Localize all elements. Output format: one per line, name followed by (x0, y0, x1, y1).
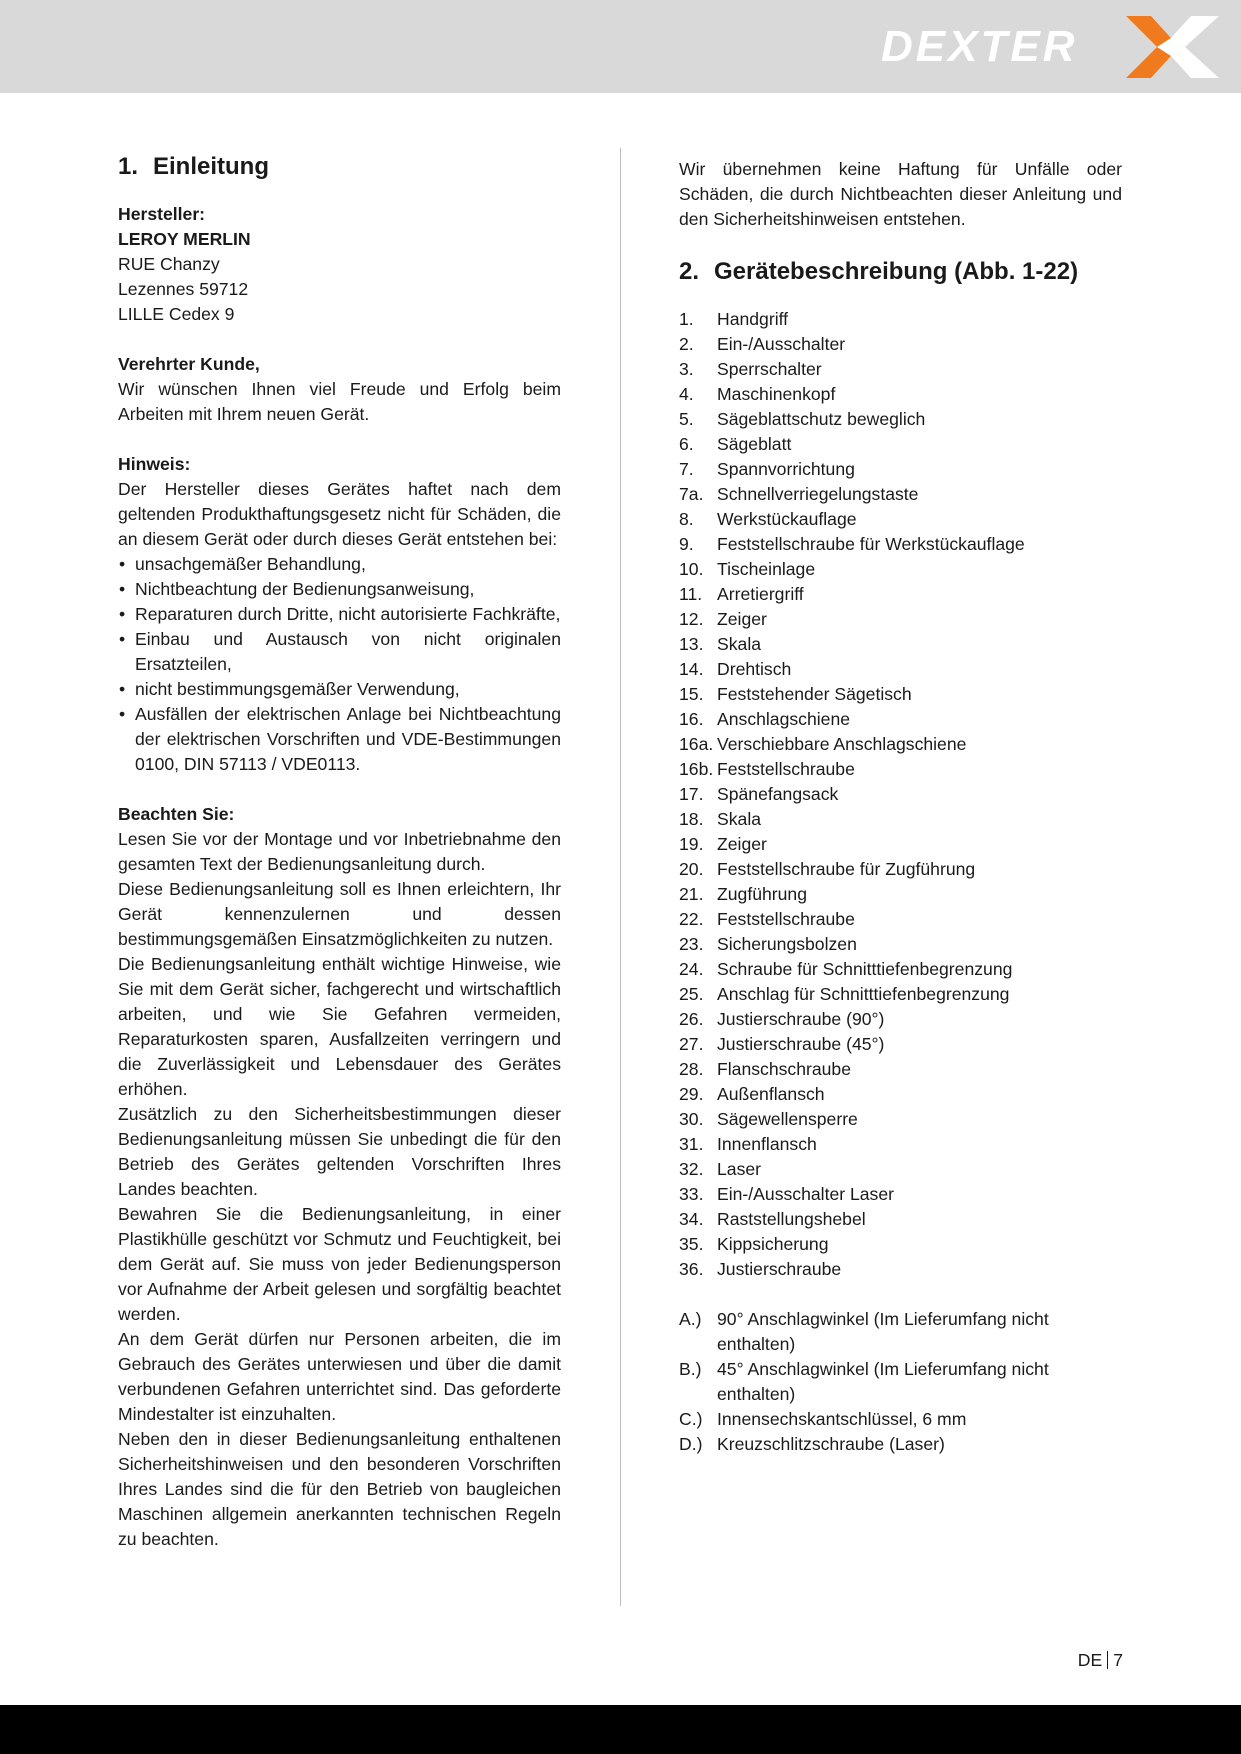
attention-paragraph: Diese Bedienungsanleitung soll es Ihnen erleichtern, Ihr Gerät kennenzulernen und dessen bestimmungsgemäßen Einsatzmöglichkeiten zu nutzen. (118, 879, 561, 949)
list-item-number: 16b. (679, 759, 714, 779)
list-item-label: Sägeblattschutz beweglich (717, 409, 926, 429)
list-item (679, 832, 1122, 857)
column-divider (620, 148, 621, 1606)
list-item (679, 607, 1122, 632)
list-item (679, 807, 1122, 832)
list-item-number: 17. (679, 784, 704, 804)
list-item (679, 482, 1122, 507)
list-item: • Reparaturen durch Dritte, nicht autorisierte Fachkräfte, (118, 602, 561, 627)
list-item-label: Innenflansch (717, 1134, 817, 1154)
list-item (679, 1357, 1122, 1407)
accessories-list (679, 1307, 1122, 1457)
list-item-number: 28. (679, 1059, 704, 1079)
list-item-label: Justierschraube (717, 1259, 842, 1279)
list-item-label: Anschlag für Schnitttiefenbegrenzung (717, 984, 1010, 1004)
list-item-label: Drehtisch (717, 659, 792, 679)
list-item-label: Außenflansch (717, 1084, 825, 1104)
list-item-number: 9. (679, 534, 694, 554)
list-item (679, 532, 1122, 557)
attention-paragraph: Neben den in dieser Bedienungsanleitung enthaltenen Sicherheitshinweisen und den besonderen Vorschriften Ihres Landes sind die für den Betrieb von baugleichen Maschinen allgemein anerkannten technischen Regeln zu beachten. (118, 1429, 561, 1549)
section-2-heading: 2. Gerätebeschreibung (Abb. 1-22) (679, 258, 1079, 285)
list-item-number: 14. (679, 659, 704, 679)
address-line: RUE Chanzy (118, 254, 220, 274)
list-item-number: 34. (679, 1209, 704, 1229)
list-item (679, 707, 1122, 732)
list-item-label: Schnellverriegelungstaste (717, 484, 919, 504)
list-item (679, 1257, 1122, 1282)
list-item-label: 45° Anschlagwinkel (Im Lieferumfang nicht enthalten) (717, 1359, 1049, 1404)
list-item (679, 1307, 1122, 1357)
list-item-number: 29. (679, 1084, 704, 1104)
address-line: Lezennes 59712 (118, 279, 249, 299)
list-item (679, 1007, 1122, 1032)
list-item-label: Sicherungsbolzen (717, 934, 857, 954)
list-item-label: Innensechskantschlüssel, 6 mm (717, 1409, 967, 1429)
list-item-number: 21. (679, 884, 704, 904)
parts-list (679, 307, 1122, 1282)
list-item (679, 432, 1122, 457)
list-item-number: 31. (679, 1134, 704, 1154)
list-item-number: 25. (679, 984, 704, 1004)
list-item-number: 6. (679, 434, 694, 454)
list-item-label: Feststellschraube (717, 909, 855, 929)
list-item-label: Anschlagschiene (717, 709, 851, 729)
list-item-label: Justierschraube (90°) (717, 1009, 885, 1029)
list-item-number: 30. (679, 1109, 704, 1129)
footer-band (0, 1705, 1241, 1754)
greeting-text: Wir wünschen Ihnen viel Freude und Erfolg beim Arbeiten mit Ihrem neuen Gerät. (118, 379, 561, 424)
list-item (679, 407, 1122, 432)
list-item (679, 682, 1122, 707)
list-item (679, 1132, 1122, 1157)
list-item (679, 1057, 1122, 1082)
note-label: Hinweis: (118, 454, 191, 474)
list-item-number: 19. (679, 834, 704, 854)
page-separator (1107, 1651, 1108, 1669)
list-item-label: Spänefangsack (717, 784, 839, 804)
list-item (679, 907, 1122, 932)
list-item (679, 882, 1122, 907)
list-item (679, 1107, 1122, 1132)
manufacturer-label: Hersteller: (118, 204, 206, 224)
list-item (679, 357, 1122, 382)
list-item: • Nichtbeachtung der Bedienungsanweisung, (118, 577, 561, 602)
list-item (679, 557, 1122, 582)
attention-paragraph: Lesen Sie vor der Montage und vor Inbetriebnahme den gesamten Text der Bedienungsanleitung durch. (118, 829, 561, 874)
list-item (679, 1432, 1122, 1457)
list-item-number: 12. (679, 609, 704, 629)
list-item-number: 26. (679, 1009, 704, 1029)
left-column (118, 150, 561, 1552)
list-item (679, 1157, 1122, 1182)
list-item (679, 457, 1122, 482)
list-item: • nicht bestimmungsgemäßer Verwendung, (118, 677, 561, 702)
list-item (679, 782, 1122, 807)
list-item-number: 4. (679, 384, 694, 404)
list-item-number: 23. (679, 934, 704, 954)
list-item-number: 16a. (679, 734, 714, 754)
list-item-number: B.) (679, 1359, 702, 1379)
list-item (679, 382, 1122, 407)
list-item (679, 582, 1122, 607)
page-number (1078, 1650, 1123, 1671)
list-item-number: 2. (679, 334, 694, 354)
list-item (679, 332, 1122, 357)
list-item-number: A.) (679, 1309, 702, 1329)
section-1-heading: 1. Einleitung (118, 153, 269, 180)
list-item-label: Feststellschraube für Werkstückauflage (717, 534, 1025, 554)
list-item-number: 10. (679, 559, 704, 579)
note-text: Der Hersteller dieses Gerätes haftet nach dem geltenden Produkthaftungsgesetz nicht für Schäden, die an diesem Gerät oder durch dieses Gerät entstehen bei: (118, 479, 561, 549)
list-item (679, 1032, 1122, 1057)
list-item (679, 1232, 1122, 1257)
list-item-label: Handgriff (717, 309, 789, 329)
list-item-number: D.) (679, 1434, 703, 1454)
list-item-number: 8. (679, 509, 694, 529)
list-item: • unsachgemäßer Behandlung, (118, 552, 561, 577)
list-item-label: Ein-/Ausschalter (717, 334, 846, 354)
list-item-label: Feststellschraube für Zugführung (717, 859, 976, 879)
list-item (679, 632, 1122, 657)
list-item-label: Schraube für Schnitttiefenbegrenzung (717, 959, 1013, 979)
list-item-number: 20. (679, 859, 704, 879)
list-item-number: 24. (679, 959, 704, 979)
list-item (679, 307, 1122, 332)
list-item-label: Kippsicherung (717, 1234, 829, 1254)
list-item (679, 932, 1122, 957)
list-item-label: Tischeinlage (717, 559, 816, 579)
list-item (679, 732, 1122, 757)
address-line: LILLE Cedex 9 (118, 304, 235, 324)
brand-logo (881, 16, 1221, 78)
attention-paragraph: An dem Gerät dürfen nur Personen arbeiten, die im Gebrauch des Gerätes unterwiesen und über die damit verbundenen Gefahren unterrichtet sind. Das geforderte Mindestalter ist einzuhalten. (118, 1329, 561, 1424)
list-item-label: Zeiger (717, 609, 767, 629)
attention-paragraph: Zusätzlich zu den Sicherheitsbestimmungen dieser Bedienungsanleitung müssen Sie unbedingt die für den Betrieb des Gerätes geltenden Vorschriften Ihres Landes beachten. (118, 1104, 561, 1199)
list-item-number: 16. (679, 709, 704, 729)
list-item (679, 957, 1122, 982)
list-item-label: Feststehender Sägetisch (717, 684, 912, 704)
list-item-label: Kreuzschlitzschraube (Laser) (717, 1434, 945, 1454)
list-item-label: Skala (717, 809, 762, 829)
brand-logo-text: DEXTER (881, 22, 1078, 71)
list-item-number: 7a. (679, 484, 704, 504)
list-item-label: Justierschraube (45°) (717, 1034, 885, 1054)
brand-x-icon (1121, 16, 1221, 78)
list-item-number: 32. (679, 1159, 704, 1179)
list-item-label: 90° Anschlagwinkel (Im Lieferumfang nicht enthalten) (717, 1309, 1049, 1354)
list-item-number: 35. (679, 1234, 704, 1254)
page-number-value: 7 (1113, 1650, 1123, 1670)
list-item-label: Werkstückauflage (717, 509, 857, 529)
list-item-number: 36. (679, 1259, 704, 1279)
list-item (679, 757, 1122, 782)
list-item (679, 507, 1122, 532)
list-item-number: 1. (679, 309, 694, 329)
list-item-number: 7. (679, 459, 694, 479)
note-bullet-list (118, 552, 561, 777)
list-item-label: Verschiebbare Anschlagschiene (717, 734, 967, 754)
list-item (679, 1182, 1122, 1207)
list-item-label: Zugführung (717, 884, 807, 904)
list-item-number: 18. (679, 809, 704, 829)
list-item-number: 13. (679, 634, 704, 654)
list-item-label: Maschinenkopf (717, 384, 836, 404)
list-item-number: 22. (679, 909, 704, 929)
list-item-label: Arretiergriff (717, 584, 804, 604)
language-code: DE (1077, 1650, 1103, 1670)
list-item-label: Sperrschalter (717, 359, 822, 379)
list-item-label: Sägewellensperre (717, 1109, 858, 1129)
list-item-label: Flanschschraube (717, 1059, 851, 1079)
list-item-number: 33. (679, 1184, 704, 1204)
list-item-number: C.) (679, 1409, 703, 1429)
list-item-number: 15. (679, 684, 704, 704)
list-item-label: Ein-/Ausschalter Laser (717, 1184, 894, 1204)
list-item (679, 1082, 1122, 1107)
list-item-label: Zeiger (717, 834, 767, 854)
list-item: • Einbau und Austausch von nicht originalen Ersatzteilen, (118, 627, 561, 677)
attention-paragraph: Bewahren Sie die Bedienungsanleitung, in einer Plastikhülle geschützt vor Schmutz und Feuchtigkeit, bei dem Gerät auf. Sie muss von jeder Bedienungsperson vor Aufnahme der Arbeit gelesen und sorgfältig beachtet werden. (118, 1204, 561, 1324)
list-item: • Ausfällen der elektrischen Anlage bei Nichtbeachtung der elektrischen Vorschriften und VDE-Bestimmungen 0100, DIN 57113 / VDE0113. (118, 702, 561, 777)
attention-paragraph: Die Bedienungsanleitung enthält wichtige Hinweise, wie Sie mit dem Gerät sicher, fachgerecht und wirtschaftlich arbeiten, und wie Sie Gefahren vermeiden, Reparaturkosten sparen, Ausfallzeiten verringern und die Zuverlässigkeit und Lebensdauer des Gerätes erhöhen. (118, 954, 561, 1099)
list-item (679, 1407, 1122, 1432)
right-column (679, 157, 1122, 1457)
list-item-number: 5. (679, 409, 694, 429)
list-item (679, 857, 1122, 882)
list-item-label: Spannvorrichtung (717, 459, 855, 479)
list-item (679, 657, 1122, 682)
liability-text: Wir übernehmen keine Haftung für Unfälle oder Schäden, die durch Nichtbeachten dieser Anleitung und den Sicherheitshinweisen entstehen. (679, 159, 1122, 229)
attention-label: Beachten Sie: (118, 804, 235, 824)
greeting: Verehrter Kunde, (118, 354, 260, 374)
list-item-label: Skala (717, 634, 762, 654)
list-item-number: 3. (679, 359, 694, 379)
list-item (679, 1207, 1122, 1232)
list-item (679, 982, 1122, 1007)
list-item-label: Sägeblatt (717, 434, 792, 454)
list-item-number: 11. (679, 584, 703, 604)
manufacturer-name: LEROY MERLIN (118, 229, 251, 249)
list-item-label: Raststellungshebel (717, 1209, 866, 1229)
list-item-label: Laser (717, 1159, 762, 1179)
list-item-number: 27. (679, 1034, 704, 1054)
list-item-label: Feststellschraube (717, 759, 855, 779)
